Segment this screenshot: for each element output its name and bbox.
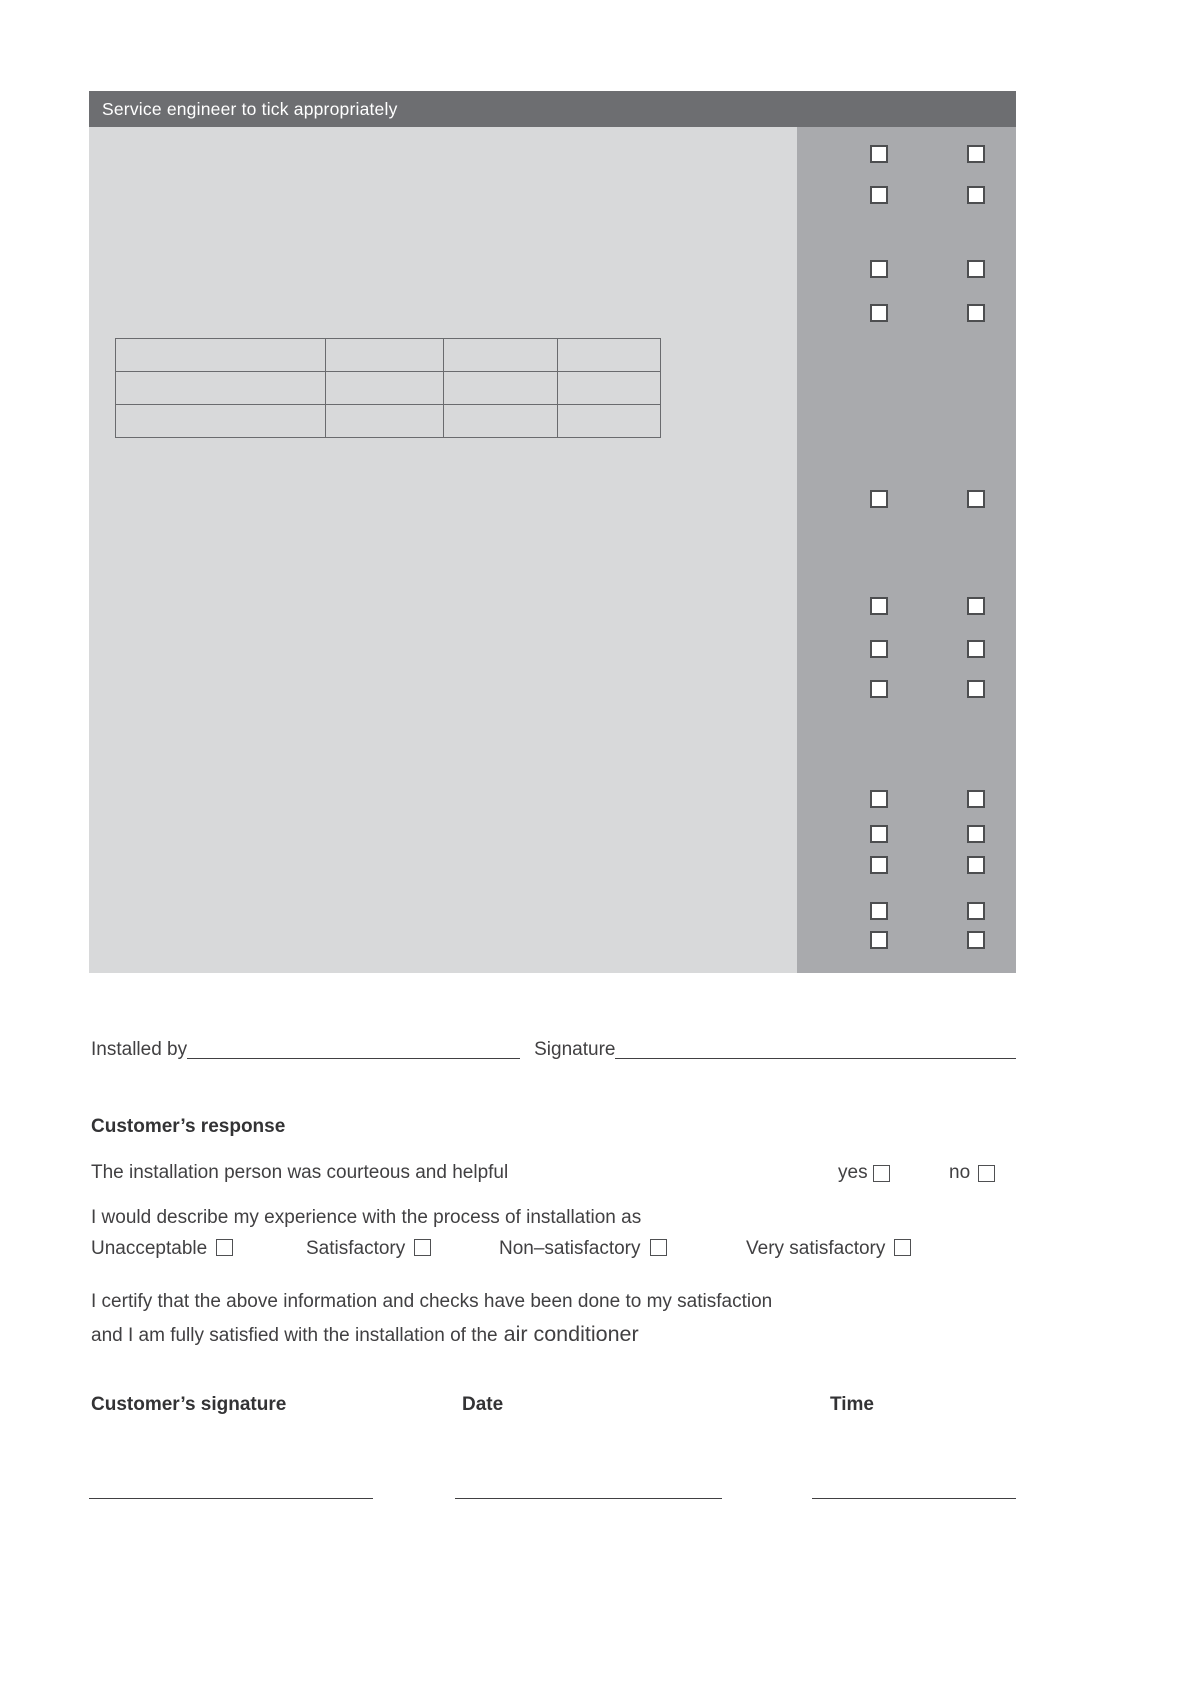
engineer-checkbox-row13-col2[interactable] [967,931,985,949]
option-satisfactory [306,1238,431,1260]
time-line[interactable] [812,1498,1016,1499]
option-unacceptable-label: Unacceptable [91,1238,208,1259]
engineer-checkbox-row3-col1[interactable] [870,260,888,278]
option-non-satisfactory-label: Non–satisfactory [499,1238,641,1259]
installed-by-row [91,1035,1016,1061]
spec-table-cell [444,405,558,438]
spec-table-cell [444,372,558,405]
spec-table-cell [558,372,661,405]
engineer-checkbox-row6-col1[interactable] [870,597,888,615]
engineer-checkbox-row12-col2[interactable] [967,902,985,920]
engineer-checkbox-row2-col2[interactable] [967,186,985,204]
spec-table-cell [116,339,326,372]
experience-options-row [91,1238,1016,1264]
spec-table-row [116,405,661,438]
signature-header-row [91,1394,1016,1420]
option-unacceptable-checkbox[interactable] [216,1239,233,1256]
option-satisfactory-checkbox[interactable] [414,1239,431,1256]
date-line[interactable] [455,1498,722,1499]
engineer-checkbox-row1-col1[interactable] [870,145,888,163]
section-header-title: Service engineer to tick appropriately [102,98,398,119]
spec-table-cell [116,405,326,438]
question-experience-text: I would describe my experience with the process of installation as [91,1207,642,1228]
option-very-satisfactory-label: Very satisfactory [746,1238,886,1259]
signature-input-line[interactable] [615,1039,1016,1059]
no-label: no [949,1162,971,1183]
engineer-checkbox-row13-col1[interactable] [870,931,888,949]
engineer-checkbox-row5-col2[interactable] [967,490,985,508]
engineer-checkbox-row4-col2[interactable] [967,304,985,322]
engineer-checkbox-row5-col1[interactable] [870,490,888,508]
customer-signature-header: Customer’s signature [91,1394,287,1415]
engineer-checkbox-row6-col2[interactable] [967,597,985,615]
engineer-checkbox-row8-col1[interactable] [870,680,888,698]
engineer-checkbox-row11-col2[interactable] [967,856,985,874]
engineer-checkbox-row11-col1[interactable] [870,856,888,874]
option-non-satisfactory-checkbox[interactable] [650,1239,667,1256]
section-header [89,91,1016,127]
certify-statement-line1: I certify that the above information and checks have been done to my satisfaction [91,1291,773,1312]
certify-statement-product-term: air conditioner [503,1322,639,1346]
engineer-checkbox-row8-col2[interactable] [967,680,985,698]
spec-table-cell [558,339,661,372]
spec-table-cell [326,405,444,438]
customer-signature-line[interactable] [89,1498,373,1499]
customer-response-heading: Customer’s response [91,1116,286,1137]
option-non-satisfactory [499,1238,667,1260]
signature-label: Signature [534,1039,616,1060]
installed-by-label: Installed by [91,1039,188,1060]
engineer-checkbox-row7-col1[interactable] [870,640,888,658]
tick-column [797,127,1016,973]
spec-table-cell [116,372,326,405]
engineer-checkbox-row10-col2[interactable] [967,825,985,843]
engineer-checkbox-row10-col1[interactable] [870,825,888,843]
yes-label: yes [838,1162,868,1183]
yes-checkbox[interactable] [873,1165,890,1182]
engineer-checkbox-row4-col1[interactable] [870,304,888,322]
spec-table-cell [326,339,444,372]
spec-table [115,338,661,438]
option-satisfactory-label: Satisfactory [306,1238,406,1259]
spec-table-cell [444,339,558,372]
engineer-checkbox-row2-col1[interactable] [870,186,888,204]
option-very-satisfactory-checkbox[interactable] [894,1239,911,1256]
spec-table-row [116,339,661,372]
engineer-checkbox-row9-col2[interactable] [967,790,985,808]
date-header: Date [462,1394,504,1415]
checklist-panel [89,127,1016,973]
spec-table-cell [558,405,661,438]
certify-statement-line2 [91,1322,1016,1347]
question-courteous-text: The installation person was courteous and helpful [91,1162,509,1183]
time-header: Time [830,1394,875,1415]
engineer-checkbox-row9-col1[interactable] [870,790,888,808]
engineer-checkbox-row3-col2[interactable] [967,260,985,278]
engineer-checkbox-row12-col1[interactable] [870,902,888,920]
option-unacceptable [91,1238,233,1260]
spec-table-row [116,372,661,405]
engineer-checkbox-row7-col2[interactable] [967,640,985,658]
installed-by-input-line[interactable] [187,1039,520,1059]
question-courteous-row [91,1162,1016,1188]
engineer-checkbox-row1-col2[interactable] [967,145,985,163]
certify-statement-line2-prefix: and I am fully satisfied with the installation of the [91,1325,498,1346]
option-very-satisfactory [746,1238,911,1260]
spec-table-cell [326,372,444,405]
no-checkbox[interactable] [978,1165,995,1182]
